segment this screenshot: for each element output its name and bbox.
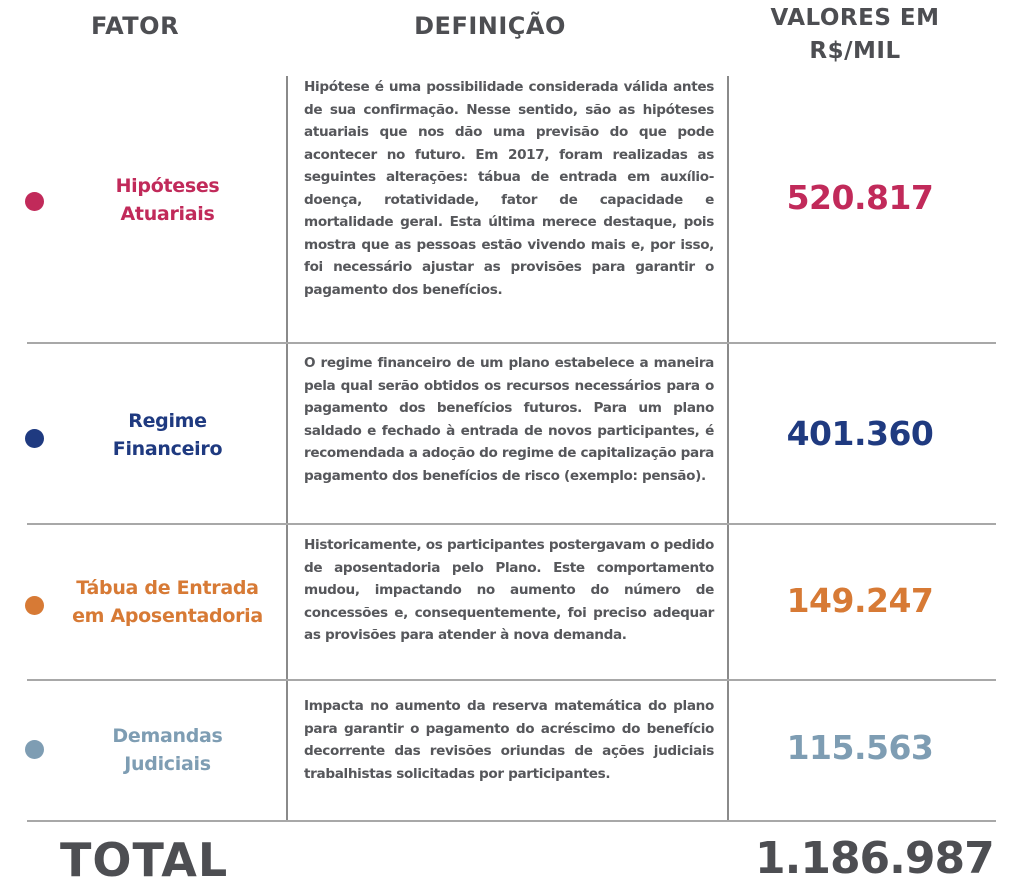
factor-definition: Historicamente, os participantes postergavam o pedido de aposentadoria pelo Plano. Este comportamento mudou, impactando no aumento do número de concessões e, consequentemente, foi preciso adequar as provisões para atender à nova demanda. (304, 537, 714, 643)
factor-label-line1: Hipóteses (115, 175, 220, 197)
factor-label (55, 407, 280, 463)
column-header-valores-line2: R$/MIL (809, 38, 901, 64)
row-divider (27, 342, 996, 344)
row-divider (27, 679, 996, 681)
factor-label-line1: Demandas (112, 725, 223, 747)
factor-value: 520.817 (786, 178, 934, 217)
column-header-valores (740, 2, 970, 68)
factor-definition: Impacta no aumento da reserva matemática do plano para garantir o pagamento do acréscimo do benefício decorrente das revisões oriundas de ações judiciais trabalhistas solicitadas por participantes. (304, 698, 714, 782)
factor-value: 149.247 (786, 581, 934, 620)
column-divider-right (727, 76, 729, 821)
column-header-fator: FATOR (90, 12, 180, 40)
bullet-dot-icon (25, 740, 44, 759)
total-value: 1.186.987 (755, 833, 994, 884)
factor-label-line2: em Aposentadoria (72, 605, 263, 627)
factor-definition: O regime financeiro de um plano estabelece a maneira pela qual serão obtidos os recursos necessários para o pagamento dos benefícios futuros. Para um plano saldado e fechado à entrada de novos participantes, é recomendada a adoção do regime de capitalização para pagamento dos benefícios de risco (exemplo: pensão). (304, 355, 714, 484)
factor-label-line2: Financeiro (112, 438, 223, 460)
factor-label (55, 722, 280, 778)
factor-label-line2: Atuariais (120, 203, 215, 225)
factor-label-line1: Regime (128, 410, 207, 432)
factor-value: 115.563 (786, 728, 934, 767)
column-header-definicao: DEFINIÇÃO (414, 12, 566, 40)
row-divider (27, 523, 996, 525)
factor-label-line2: Judiciais (124, 753, 211, 775)
bullet-dot-icon (25, 429, 44, 448)
row-divider (27, 820, 996, 822)
column-header-valores-line1: VALORES EM (770, 5, 940, 31)
factor-label (55, 574, 280, 630)
factor-definition: Hipótese é uma possibilidade considerada válida antes de sua confirmação. Nesse sentido, são as hipóteses atuariais que nos dão uma previsão do que pode acontecer no futuro. Em 2017, foram realizadas as seguintes alterações: tábua de entrada em auxílio-doença, rotatividade, fator de capacidade e mortalidade geral. Esta última merece destaque, pois mostra que as pessoas estão vivendo mais e, por isso, foi necessário ajustar as provisões para garantir o pagamento dos benefícios. (304, 79, 714, 298)
column-divider-left (286, 76, 288, 821)
bullet-dot-icon (25, 192, 44, 211)
factor-value: 401.360 (786, 414, 934, 453)
bullet-dot-icon (25, 596, 44, 615)
total-label: TOTAL (60, 833, 229, 887)
factor-label-line1: Tábua de Entrada (76, 577, 259, 599)
factor-label (55, 172, 280, 228)
